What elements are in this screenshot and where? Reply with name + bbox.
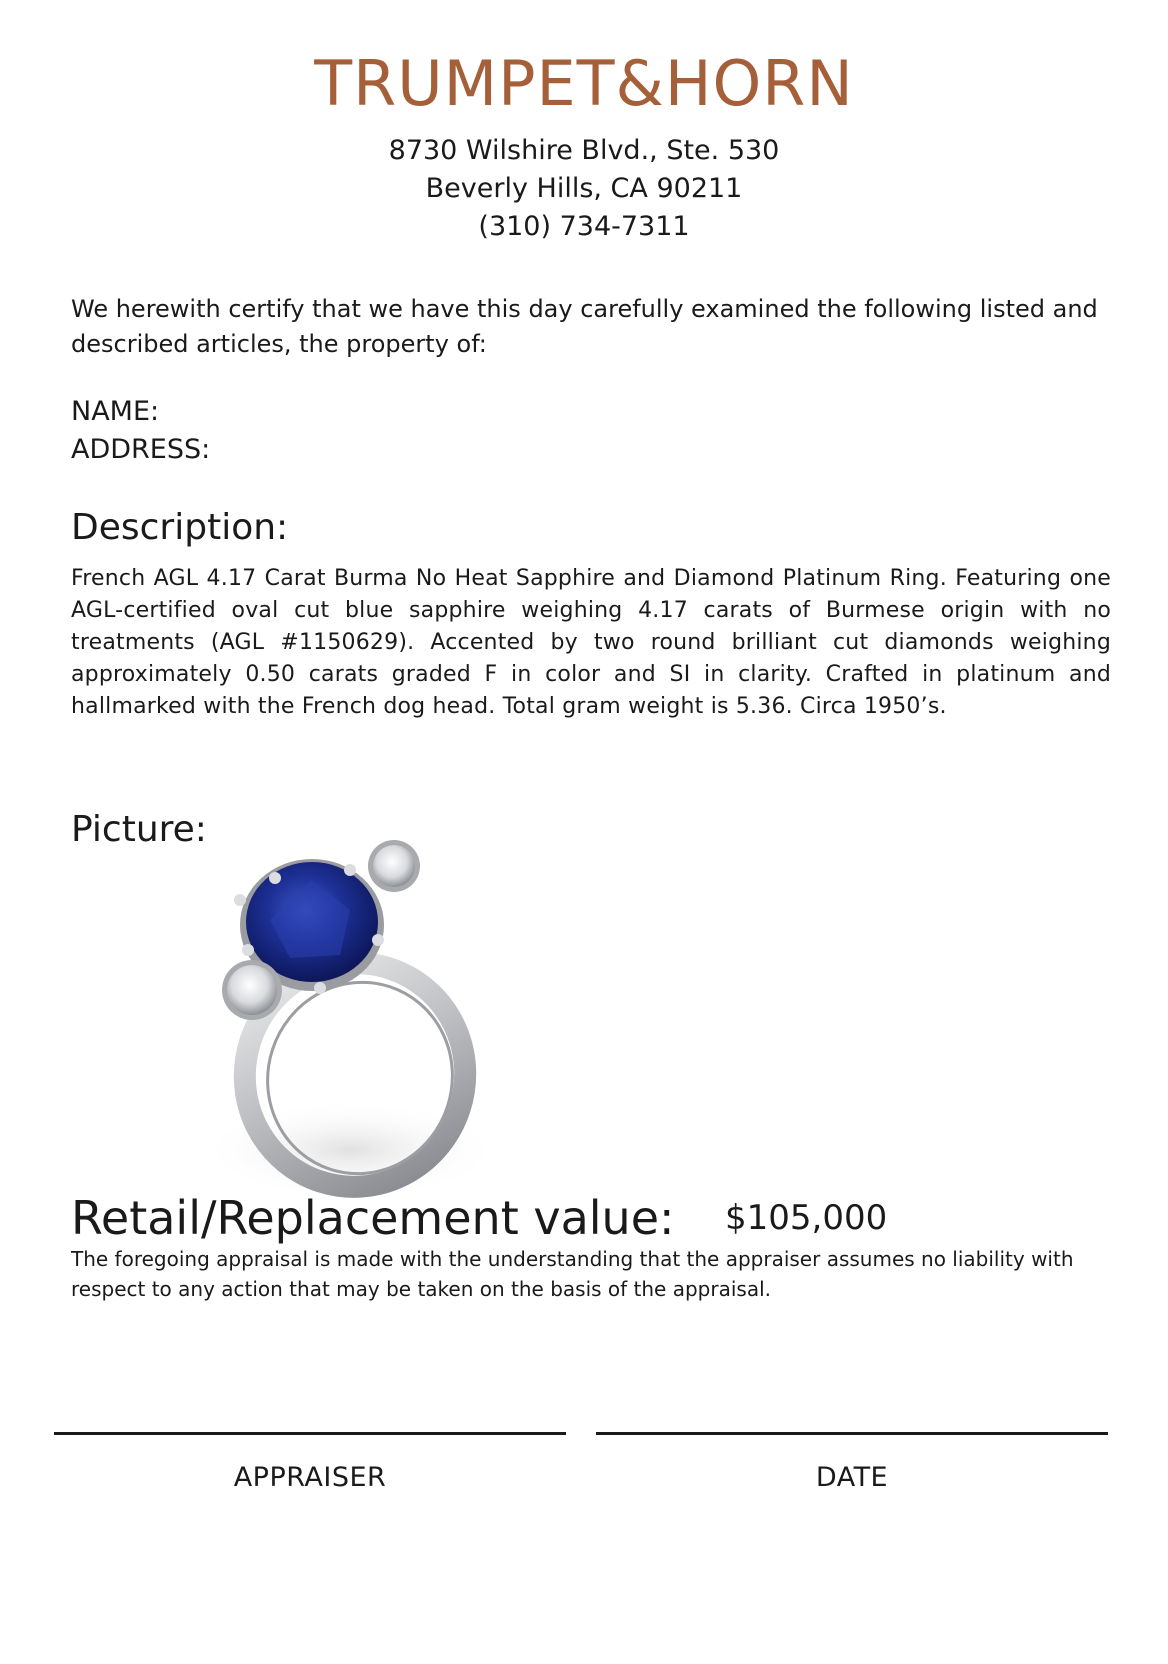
disclaimer-text: The foregoing appraisal is made with the understanding that the appraiser assumes no liability with respect to any action that may be taken on the basis of the appraisal.: [71, 1247, 1074, 1301]
appraiser-signature-line: [54, 1432, 566, 1435]
store-address: [0, 132, 1168, 246]
value-label: Retail/Replacement value:: [71, 1191, 675, 1245]
picture-heading: Picture:: [71, 809, 207, 850]
prong: [269, 872, 281, 884]
brand-logo: TRUMPET&HORN: [314, 47, 854, 120]
diamond-left: [227, 965, 277, 1015]
prong: [242, 944, 254, 956]
phone-number: (310) 734-7311: [478, 211, 690, 242]
date-signature-line: [596, 1432, 1108, 1435]
description-heading: Description:: [71, 507, 289, 548]
address-line-1: 8730 Wilshire Blvd., Ste. 530: [388, 135, 780, 166]
prong: [372, 934, 384, 946]
prong: [234, 894, 246, 906]
name-field-label: NAME:: [71, 396, 160, 427]
address-field-label: ADDRESS:: [71, 434, 211, 465]
appraiser-label: APPRAISER: [233, 1462, 387, 1493]
certification-statement: We herewith certify that we have this day carefully examined the following listed and described articles, the property of:: [71, 295, 1098, 358]
prong: [314, 982, 326, 994]
diamond-right: [373, 845, 415, 887]
date-label: DATE: [815, 1462, 889, 1493]
ring-image: [200, 840, 520, 1200]
prong: [344, 864, 356, 876]
description-text: French AGL 4.17 Carat Burma No Heat Sapphire and Diamond Platinum Ring. Featuring one AGL-certified oval cut blue sapphire weighing 4.17 carats of Burmese origin with no treatments (AGL #1150629). Accented by two round brilliant cut diamonds weighing approximately 0.50 carats graded F in color and SI in clarity. Crafted in platinum and hallmarked with the French dog head. Total gram weight is 5.36. Circa 1950’s.: [71, 566, 1111, 719]
value-amount: $105,000: [725, 1198, 888, 1238]
address-line-2: Beverly Hills, CA 90211: [425, 173, 743, 204]
